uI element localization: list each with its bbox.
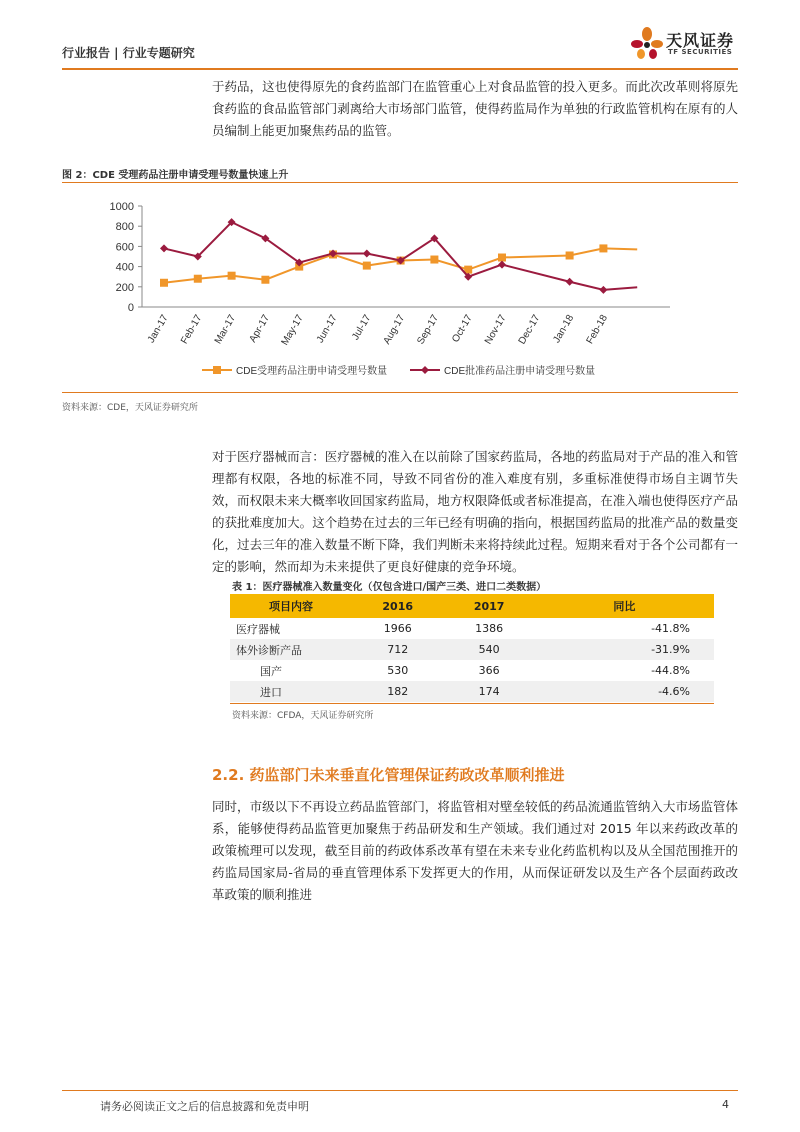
row-yoy: -31.9% [535, 639, 714, 660]
paragraph-devices: 对于医疗器械而言：医疗器械的准入在以前除了国家药监局，各地的药监局对于产品的准入和管理都有权限，各地的标准不同，导致不同省份的准入难度有别，多重标准使得市场自主调节失效，而权限未来大概率收回国家药监局，地方权限降低或者标准提高，在准入端也使得医疗产品的获批难度加大。这个趋势在过去的三年已经有明确的指向，根据国药监局的批准产品的数量变化，过去三年的准入数量不断下降，我们判断未来将持续此过程。短期来看对于各个公司都有一定的影响，然而却为未来提供了更良好健康的竞争环境。 [212, 449, 738, 574]
y-tick-label: 200 [115, 281, 134, 294]
brand-logo [628, 24, 738, 64]
row-2017: 174 [443, 681, 534, 702]
x-tick-label: Oct-17 [450, 313, 475, 345]
data-point-square [228, 272, 236, 280]
data-point-diamond [363, 249, 371, 257]
data-point-square [498, 254, 506, 262]
row-name: 进口 [230, 681, 352, 702]
y-tick-label: 0 [127, 302, 134, 314]
legend-label-1: CDE受理药品注册申请受理号数量 [236, 366, 388, 377]
data-point-square [194, 275, 202, 283]
y-tick-label: 400 [115, 261, 134, 274]
row-yoy: -44.8% [651, 664, 690, 677]
row-yoy: -4.6% [535, 681, 714, 702]
x-tick-label: Mar-17 [212, 313, 239, 346]
x-tick-label: Sep-17 [415, 313, 441, 347]
device-approval-table [230, 594, 714, 702]
x-tick-label: Jul-17 [350, 313, 374, 343]
x-tick-label: Dec-17 [516, 313, 543, 347]
table-header-row [230, 594, 714, 618]
logo-subtext: TF SECURITIES [668, 48, 733, 56]
x-tick-label: Aug-17 [381, 313, 408, 347]
x-tick-label: May-17 [279, 313, 306, 348]
footer-disclaimer: 请务必阅读正文之后的信息披露和免责申明 [100, 1100, 309, 1113]
row-name: 体外诊断产品 [230, 639, 352, 660]
table-row [230, 639, 714, 660]
legend-marker-square [213, 366, 221, 374]
y-tick-label: 600 [115, 241, 134, 254]
header-item: 项目内容 [230, 594, 352, 618]
figure-source: 资料来源：CDE，天风证券研究所 [62, 403, 198, 413]
table-source: 资料来源：CFDA，天风证券研究所 [232, 711, 374, 721]
flower-logo-icon [628, 24, 666, 64]
header-divider [62, 68, 738, 70]
data-point-square [599, 244, 607, 252]
header-2017: 2017 [443, 594, 534, 618]
paragraph-vertical-management: 同时，市级以下不再设立药品监管部门，将监管相对壁垒较低的药品流通监管纳入大市场监管体系，能够使得药品监管更加聚焦于药品研发和生产领域。我们通过对 2015 年以来药政改革的政策梳理可以发现，截至目前的药政体系改革有望在未来专业化药监机构以及从全国范围推开的药监局国家局-省局的垂直管理体系下发挥更大的作用，从而保证研发以及生产各个层面药政改革政策的顺利推进 [212, 799, 738, 902]
data-point-diamond [498, 261, 506, 269]
row-name: 医疗器械 [236, 622, 280, 636]
table-title: 表 1：医疗器械准入数量变化（仅包含进口/国产三类、进口二类数据） [232, 582, 547, 593]
x-tick-label: Nov-17 [482, 313, 509, 347]
header-yoy: 同比 [535, 594, 714, 618]
x-tick-label: Apr-17 [247, 313, 272, 345]
row-2017: 366 [478, 664, 500, 677]
logo-text: 天风证券 [666, 31, 735, 50]
x-tick-label: Jun-17 [314, 313, 340, 345]
data-point-square [160, 279, 168, 287]
table-row [230, 618, 714, 639]
row-2016: 1966 [383, 622, 412, 635]
table-bottom-rule [230, 703, 714, 704]
row-2017: 1386 [475, 622, 504, 635]
data-point-diamond [160, 244, 168, 252]
data-point-diamond [566, 278, 574, 286]
x-tick-label: Jan-18 [551, 312, 577, 345]
footer-divider [62, 1090, 738, 1091]
data-point-square [566, 251, 574, 259]
row-2016: 530 [387, 664, 409, 677]
line-chart [62, 186, 738, 390]
legend-marker-diamond [421, 366, 429, 374]
data-point-square [430, 256, 438, 264]
table-row [230, 681, 714, 702]
x-tick-label: Feb-17 [179, 313, 205, 346]
row-2016: 712 [352, 639, 443, 660]
report-category: 行业报告 | 行业专题研究 [62, 46, 195, 60]
x-tick-label: Jan-17 [145, 313, 171, 345]
y-tick-label: 800 [115, 221, 134, 234]
legend-label-2: CDE批准药品注册申请受理号数量 [444, 366, 596, 377]
table-row [230, 660, 714, 681]
row-yoy: -41.8% [651, 622, 690, 635]
x-tick-label: Feb-18 [584, 313, 610, 346]
data-point-diamond [599, 286, 607, 294]
page-number: 4 [722, 1098, 729, 1111]
data-point-square [363, 262, 371, 270]
row-2017: 540 [443, 639, 534, 660]
row-name: 国产 [260, 664, 282, 678]
figure-title: 图 2：CDE 受理药品注册申请受理号数量快速上升 [62, 170, 289, 181]
section-heading: 2.2. 药监部门未来垂直化管理保证药政改革顺利推进 [212, 766, 565, 784]
paragraph-intro: 于药品，这也使得原先的食药监部门在监管重心上对食品监管的投入更多。而此次改革则将原先食药监的食品监管部门剥离给大市场部门监管，使得药监局作为单独的行政监管机构在原有的人员编制上能更加聚焦药品的监管。 [212, 79, 738, 138]
y-tick-label: 1000 [109, 201, 134, 213]
figure-top-rule [62, 182, 738, 183]
figure-bottom-rule [62, 392, 738, 393]
header-2016: 2016 [352, 594, 443, 618]
row-2016: 182 [352, 681, 443, 702]
data-point-square [261, 276, 269, 284]
